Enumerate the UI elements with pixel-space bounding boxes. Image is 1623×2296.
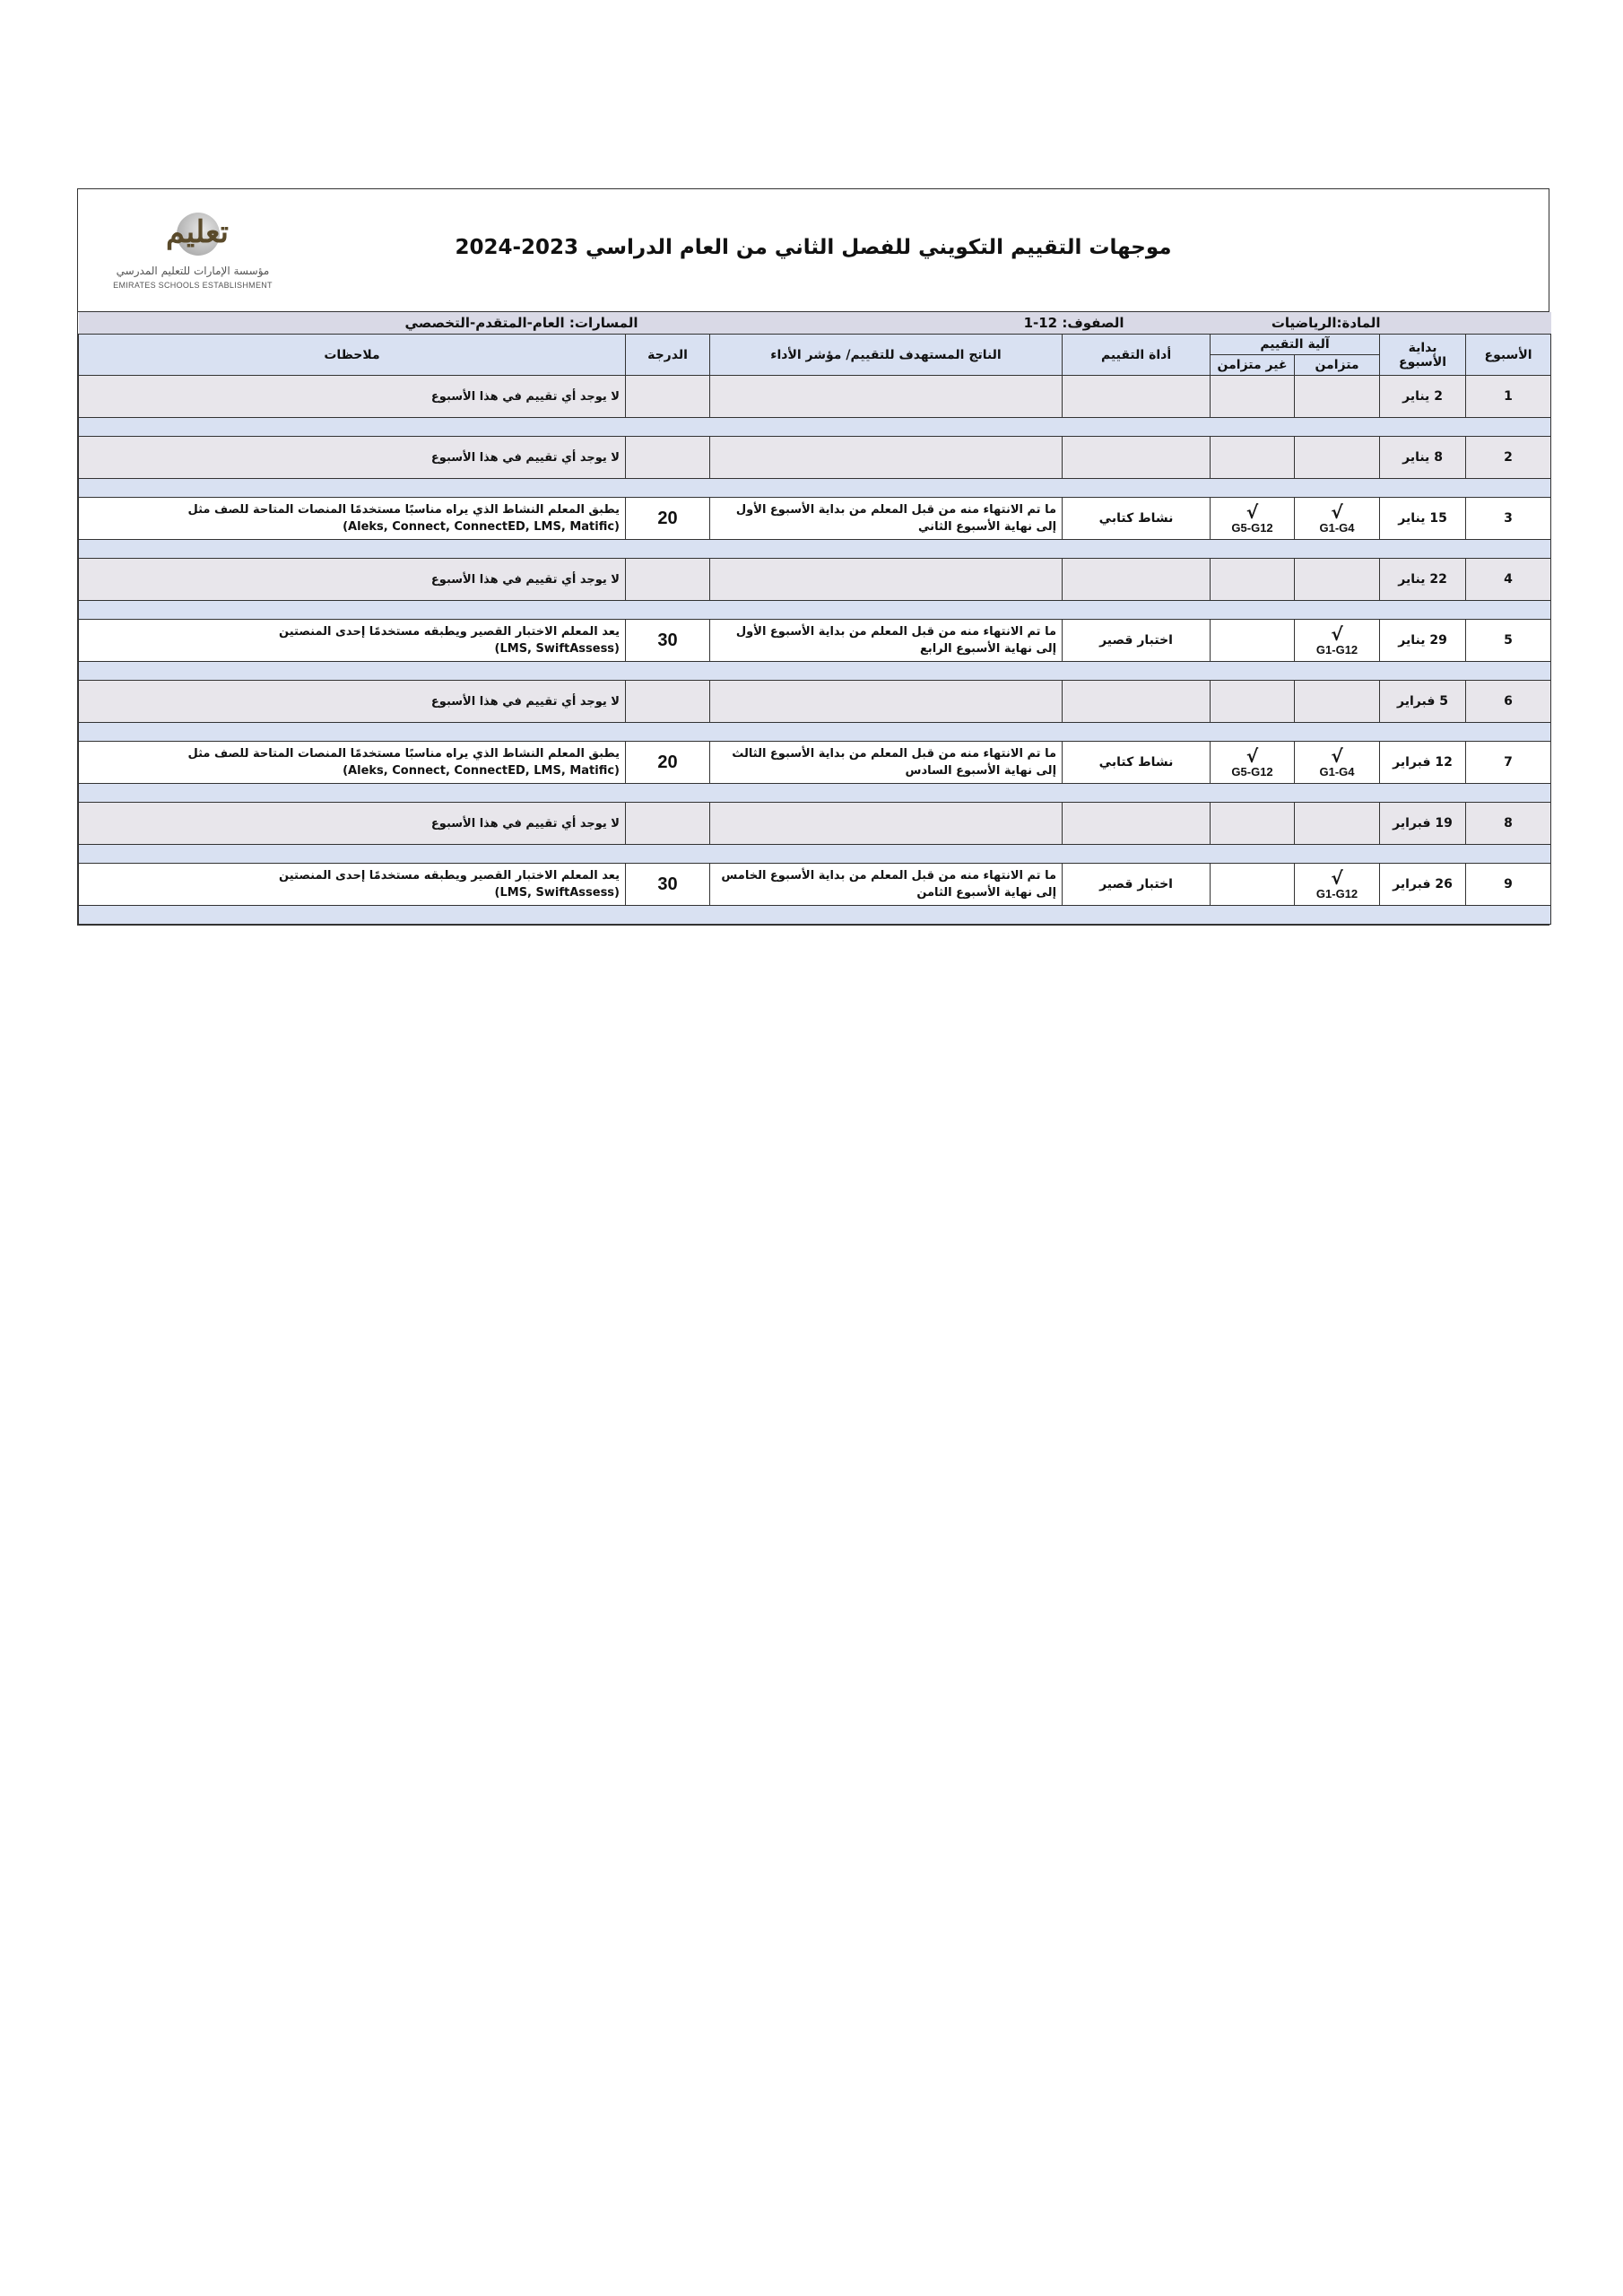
notes-cell: [79, 437, 626, 479]
spacer-cell: [79, 845, 1551, 864]
document-title: موجهات التقييم التكويني للفصل الثاني من العام الدراسي 2023-2024: [455, 236, 1172, 259]
spacer-cell: [79, 723, 1551, 742]
col-week: الأسبوع: [1466, 335, 1551, 376]
table-row: [79, 742, 1551, 784]
sync-grades: G1-G12: [1315, 642, 1358, 657]
sync-grades: G1-G4: [1319, 520, 1355, 535]
col-score: الدرجة: [626, 335, 710, 376]
notes-cell: [79, 620, 626, 662]
row-spacer: [79, 479, 1551, 498]
spacer-cell: [79, 601, 1551, 620]
row-spacer: [79, 845, 1551, 864]
target-outcome: [710, 437, 1063, 479]
score: 20: [626, 742, 710, 784]
assessment-tool: نشاط كتابي: [1063, 742, 1211, 784]
row-spacer: [79, 601, 1551, 620]
score: [626, 803, 710, 845]
meta-row: [79, 312, 1551, 335]
spacer-cell: [79, 418, 1551, 437]
checkmark-icon: √: [1331, 744, 1343, 767]
row-spacer: [79, 723, 1551, 742]
notes-platforms: (LMS, SwiftAssess): [494, 886, 620, 900]
notes-platforms: (Aleks, Connect, ConnectED, LMS, Matific): [343, 520, 620, 534]
notes-platforms: (LMS, SwiftAssess): [494, 642, 620, 656]
async-cell: [1211, 620, 1295, 662]
notes-cell: [79, 681, 626, 723]
title-band: [78, 189, 1549, 312]
target-outcome: [710, 803, 1063, 845]
checkmark-icon: √: [1331, 500, 1343, 523]
row-spacer: [79, 906, 1551, 925]
header-row: [79, 335, 1551, 355]
async-grades: G5-G12: [1231, 520, 1273, 535]
notes-cell: [79, 864, 626, 906]
sync-cell: [1295, 803, 1380, 845]
table-row: [79, 376, 1551, 418]
col-notes: ملاحظات: [79, 335, 626, 376]
notes-platforms: (Aleks, Connect, ConnectED, LMS, Matific): [343, 764, 620, 778]
row-spacer: [79, 662, 1551, 681]
score: [626, 437, 710, 479]
notes-cell: [79, 742, 626, 784]
col-week-start: بداية الأسبوع: [1380, 335, 1466, 376]
assessment-tool: اختبار قصير: [1063, 864, 1211, 906]
async-grades: G5-G12: [1231, 764, 1273, 778]
async-cell: [1211, 864, 1295, 906]
table-row: [79, 803, 1551, 845]
notes-text: لا يوجد أي تقييم في هذا الأسبوع: [430, 389, 620, 404]
notes-cell: [79, 498, 626, 540]
week-number: 8: [1466, 803, 1551, 845]
sync-cell: [1295, 437, 1380, 479]
target-outcome: ما تم الانتهاء منه من قبل المعلم من بداية الأسبوع الأول إلى نهاية الأسبوع الثاني: [710, 498, 1063, 540]
week-start-date: 19 فبراير: [1380, 803, 1466, 845]
sync-cell: [1295, 498, 1380, 540]
col-outcome: الناتج المستهدف للتقييم/ مؤشر الأداء: [710, 335, 1063, 376]
table-row: [79, 864, 1551, 906]
logo: [103, 209, 282, 299]
col-mechanism: آلية التقييم: [1211, 335, 1380, 355]
notes-text: لا يوجد أي تقييم في هذا الأسبوع: [430, 816, 620, 831]
assessment-table: [78, 312, 1551, 925]
row-spacer: [79, 540, 1551, 559]
spacer-cell: [79, 662, 1551, 681]
notes-text: يعد المعلم الاختبار القصير ويطبقه مستخدمًا إحدى المنصتين: [279, 869, 620, 883]
week-number: 7: [1466, 742, 1551, 784]
assessment-tool: [1063, 681, 1211, 723]
table-row: [79, 498, 1551, 540]
checkmark-icon: √: [1331, 622, 1343, 645]
notes-text: يطبق المعلم النشاط الذي يراه مناسبًا مستخدمًا المنصات المتاحة للصف مثل: [187, 503, 620, 517]
sync-cell: [1295, 559, 1380, 601]
week-number: 4: [1466, 559, 1551, 601]
week-start-date: 29 يناير: [1380, 620, 1466, 662]
week-start-date: 12 فبراير: [1380, 742, 1466, 784]
notes-cell: [79, 803, 626, 845]
target-outcome: [710, 681, 1063, 723]
notes-text: يعد المعلم الاختبار القصير ويطبقه مستخدمًا إحدى المنصتين: [279, 625, 620, 639]
target-outcome: ما تم الانتهاء منه من قبل المعلم من بداية الأسبوع الخامس إلى نهاية الأسبوع الثامن: [710, 864, 1063, 906]
score: 20: [626, 498, 710, 540]
meta-tracks: المسارات: العام-المتقدم-التخصصي: [79, 312, 710, 335]
week-number: 5: [1466, 620, 1551, 662]
score: [626, 559, 710, 601]
col-sync: متزامن: [1295, 355, 1380, 376]
checkmark-icon: √: [1245, 744, 1259, 767]
score: [626, 376, 710, 418]
checkmark-icon: √: [1245, 500, 1259, 523]
target-outcome: [710, 559, 1063, 601]
spacer-cell: [79, 479, 1551, 498]
notes-cell: [79, 559, 626, 601]
sync-grades: G1-G12: [1315, 886, 1358, 900]
week-start-date: 2 يناير: [1380, 376, 1466, 418]
sync-cell: [1295, 376, 1380, 418]
sync-cell: [1295, 742, 1380, 784]
target-outcome: ما تم الانتهاء منه من قبل المعلم من بداية الأسبوع الثالث إلى نهاية الأسبوع السادس: [710, 742, 1063, 784]
sync-cell: [1295, 620, 1380, 662]
week-number: 1: [1466, 376, 1551, 418]
row-spacer: [79, 784, 1551, 803]
sync-grades: G1-G4: [1319, 764, 1355, 778]
notes-cell: [79, 376, 626, 418]
week-number: 2: [1466, 437, 1551, 479]
week-start-date: 22 يناير: [1380, 559, 1466, 601]
sync-cell: [1295, 864, 1380, 906]
week-start-date: 8 يناير: [1380, 437, 1466, 479]
col-tool: أداة التقييم: [1063, 335, 1211, 376]
assessment-sheet: [77, 188, 1549, 926]
week-start-date: 5 فبراير: [1380, 681, 1466, 723]
assessment-tool: اختبار قصير: [1063, 620, 1211, 662]
week-number: 3: [1466, 498, 1551, 540]
assessment-tool: [1063, 803, 1211, 845]
logo-wordmark: تعليم: [166, 214, 230, 250]
week-number: 6: [1466, 681, 1551, 723]
async-cell: [1211, 376, 1295, 418]
async-cell: [1211, 681, 1295, 723]
week-start-date: 26 فبراير: [1380, 864, 1466, 906]
notes-text: لا يوجد أي تقييم في هذا الأسبوع: [430, 572, 620, 587]
assessment-tool: نشاط كتابي: [1063, 498, 1211, 540]
target-outcome: [710, 376, 1063, 418]
async-cell: [1211, 559, 1295, 601]
score: 30: [626, 864, 710, 906]
logo-subtitle-en: EMIRATES SCHOOLS ESTABLISHMENT: [113, 281, 273, 290]
table-row: [79, 620, 1551, 662]
assessment-tool: [1063, 437, 1211, 479]
table-row: [79, 681, 1551, 723]
sync-cell: [1295, 681, 1380, 723]
table-row: [79, 559, 1551, 601]
score: 30: [626, 620, 710, 662]
async-cell: [1211, 742, 1295, 784]
table-row: [79, 437, 1551, 479]
notes-text: يطبق المعلم النشاط الذي يراه مناسبًا مستخدمًا المنصات المتاحة للصف مثل: [187, 747, 620, 761]
checkmark-icon: √: [1331, 866, 1343, 889]
score: [626, 681, 710, 723]
async-cell: [1211, 498, 1295, 540]
spacer-cell: [79, 906, 1551, 925]
spacer-cell: [79, 540, 1551, 559]
assessment-tool: [1063, 559, 1211, 601]
meta-subject: المادة:الرياضيات: [1295, 312, 1551, 335]
col-async: غير متزامن: [1211, 355, 1295, 376]
week-start-date: 15 يناير: [1380, 498, 1466, 540]
notes-text: لا يوجد أي تقييم في هذا الأسبوع: [430, 694, 620, 709]
meta-grades: الصفوف: 12-1: [710, 312, 1295, 335]
async-cell: [1211, 803, 1295, 845]
week-number: 9: [1466, 864, 1551, 906]
spacer-cell: [79, 784, 1551, 803]
notes-text: لا يوجد أي تقييم في هذا الأسبوع: [430, 450, 620, 465]
assessment-tool: [1063, 376, 1211, 418]
row-spacer: [79, 418, 1551, 437]
logo-subtitle-ar: مؤسسة الإمارات للتعليم المدرسي: [116, 265, 270, 277]
async-cell: [1211, 437, 1295, 479]
target-outcome: ما تم الانتهاء منه من قبل المعلم من بداية الأسبوع الأول إلى نهاية الأسبوع الرابع: [710, 620, 1063, 662]
